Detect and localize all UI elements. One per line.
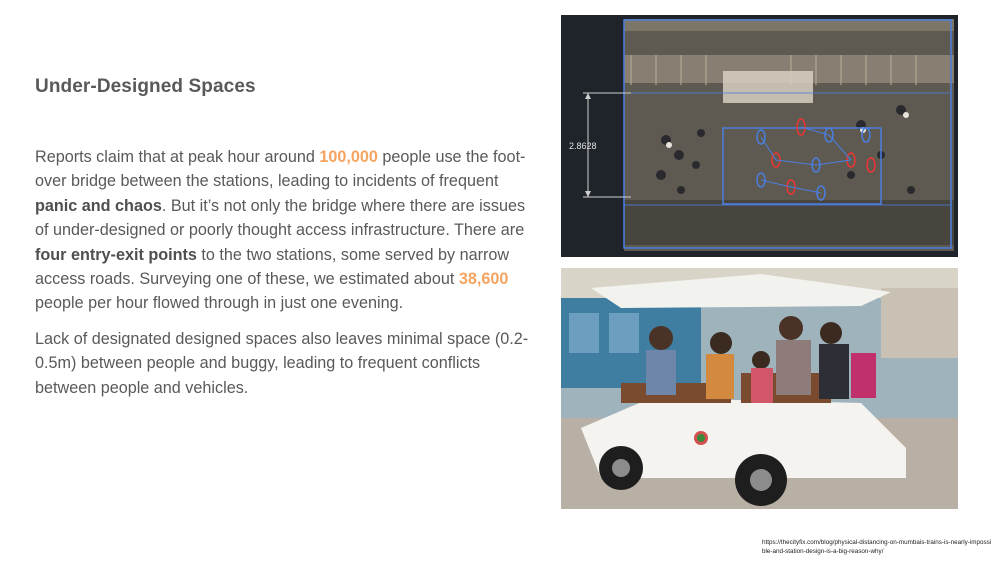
slide-body	[35, 145, 535, 411]
paragraph-1: Reports claim that at peak hour around 100,000 people use the foot-over bridge between the stations, leading to incidents of frequent panic and chaos. But it’s not only the bridge where there are issues of under-designed or poorly thought access infrastructure. There are four entry-exit points to the two stations, some served by narrow access roads. Surveying one of these, we estimated about 38,600 people per hour flowed through in just one evening.	[35, 148, 526, 313]
paragraph-2: Lack of designated designed spaces also leaves minimal space (0.2-0.5m) between people and buggy, leading to frequent conflicts between people and vehicles.	[35, 329, 529, 397]
bold-panic-chaos: panic and chaos	[35, 196, 162, 215]
source-citation: https://thecityfix.com/blog/physical-distancing-on-mumbais-trains-is-nearly-impossible-and-station-design-is-a-big-reason-why/	[762, 539, 992, 555]
slide-title: Under-Designed Spaces	[35, 76, 256, 97]
bold-entry-exit: four entry-exit points	[35, 245, 197, 264]
buggy-platform-image	[561, 268, 958, 509]
highlight-hourly-count: 38,600	[458, 270, 509, 289]
highlight-peak-count: 100,000	[319, 148, 378, 166]
measure-label: 2.8628	[569, 141, 597, 151]
aerial-crowd-image	[561, 15, 958, 257]
